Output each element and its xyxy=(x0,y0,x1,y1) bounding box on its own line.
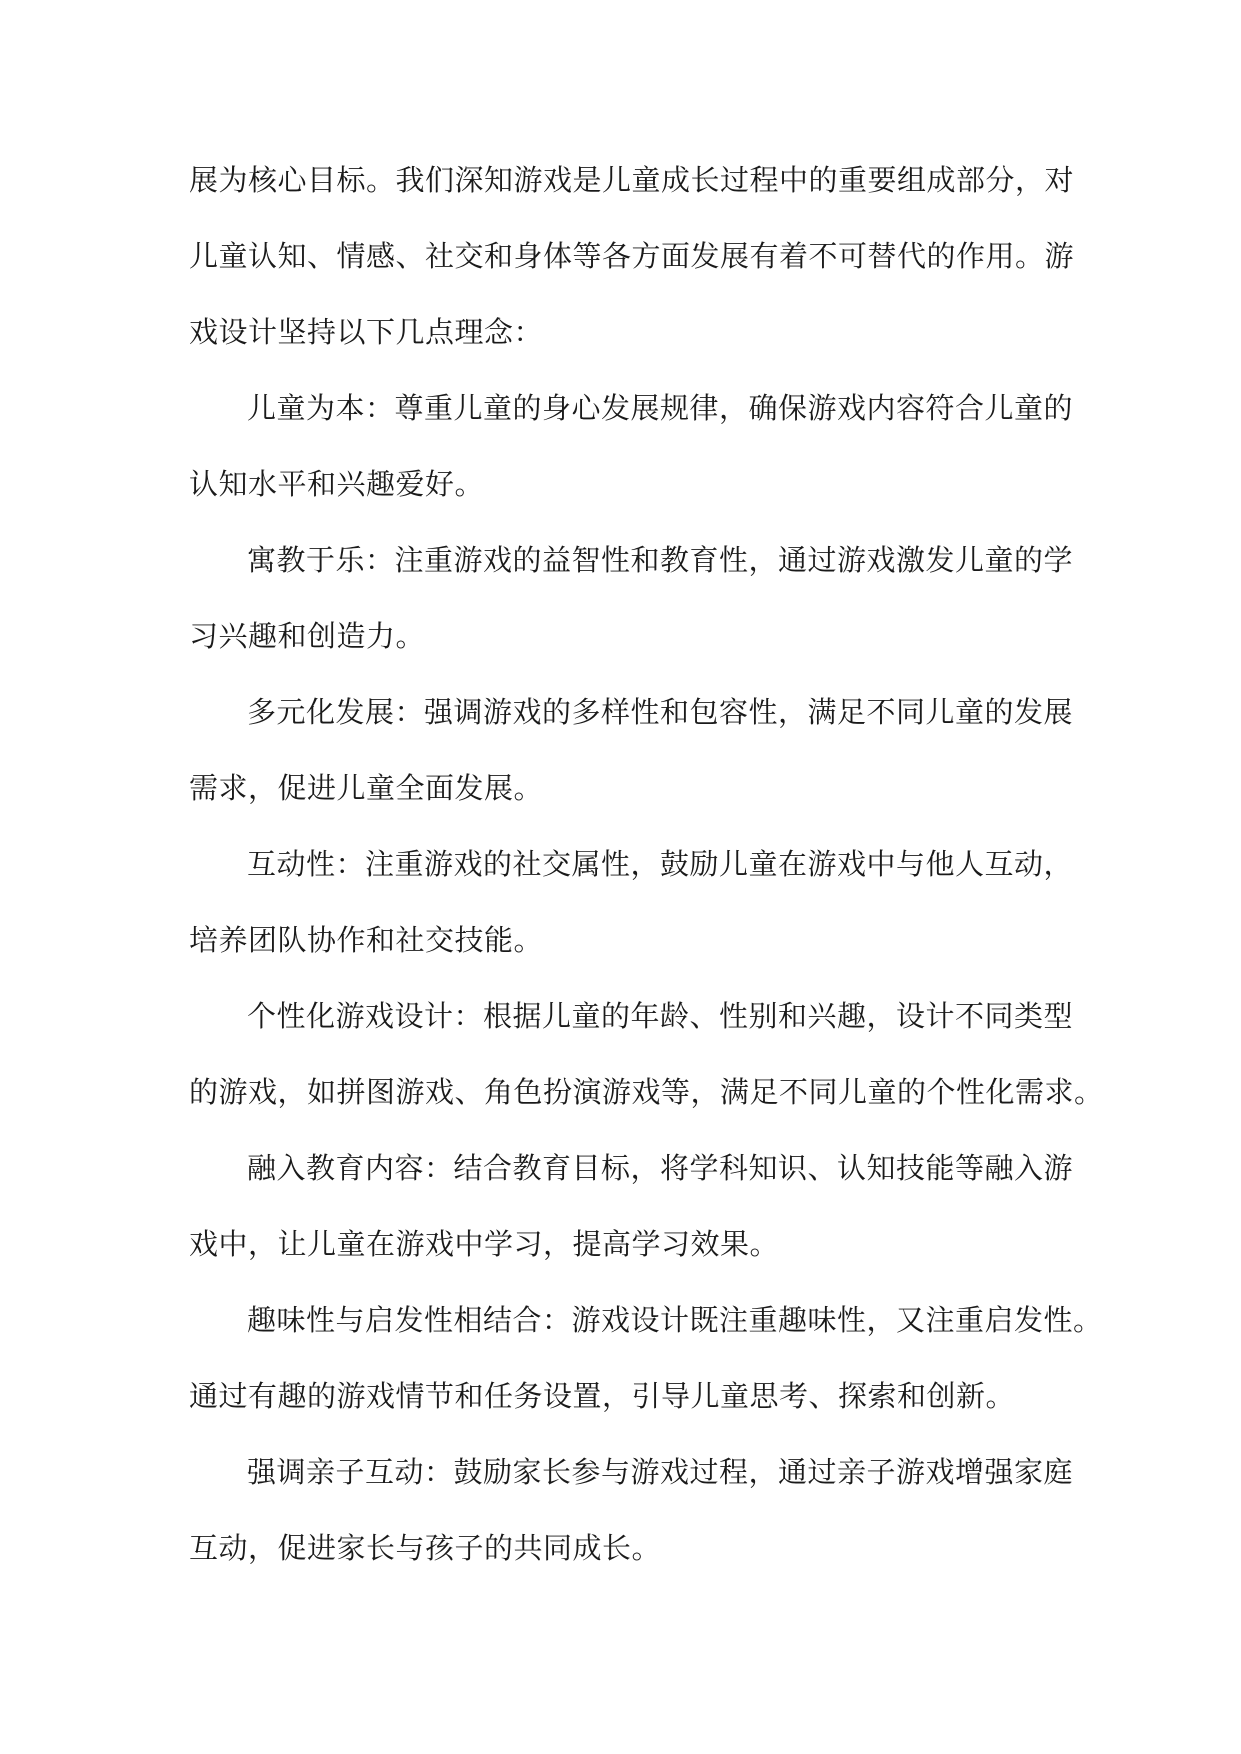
paragraph-line: 儿童为本：尊重儿童的身心发展规律，确保游戏内容符合儿童的 xyxy=(247,391,1074,425)
paragraph-line: 习兴趣和创造力。 xyxy=(189,619,426,653)
paragraph-line: 寓教于乐：注重游戏的益智性和教育性，通过游戏激发儿童的学 xyxy=(247,543,1074,577)
paragraph-line: 趣味性与启发性相结合：游戏设计既注重趣味性，又注重启发性。 xyxy=(247,1303,1103,1337)
paragraph-line: 互动性：注重游戏的社交属性，鼓励儿童在游戏中与他人互动， xyxy=(247,847,1074,881)
paragraph-line: 戏设计坚持以下几点理念： xyxy=(189,315,544,349)
paragraph-line: 的游戏，如拼图游戏、角色扮演游戏等，满足不同儿童的个性化需求。 xyxy=(189,1075,1104,1109)
paragraph-line: 认知水平和兴趣爱好。 xyxy=(189,467,485,501)
paragraph-line: 融入教育内容：结合教育目标，将学科知识、认知技能等融入游 xyxy=(247,1151,1074,1185)
paragraph-line: 展为核心目标。我们深知游戏是儿童成长过程中的重要组成部分，对 xyxy=(189,163,1075,197)
paragraph-line: 儿童认知、情感、社交和身体等各方面发展有着不可替代的作用。游 xyxy=(189,239,1075,273)
paragraph-line: 互动，促进家长与孩子的共同成长。 xyxy=(189,1531,662,1565)
document-body xyxy=(189,142,1104,1586)
paragraph-line: 强调亲子互动：鼓励家长参与游戏过程，通过亲子游戏增强家庭 xyxy=(247,1455,1074,1489)
paragraph-line: 多元化发展：强调游戏的多样性和包容性，满足不同儿童的发展 xyxy=(247,695,1074,729)
paragraph-line: 个性化游戏设计：根据儿童的年龄、性别和兴趣，设计不同类型 xyxy=(247,999,1074,1033)
paragraph-line: 需求，促进儿童全面发展。 xyxy=(189,771,544,805)
paragraph-line: 通过有趣的游戏情节和任务设置，引导儿童思考、探索和创新。 xyxy=(189,1379,1016,1413)
paragraph-line: 戏中，让儿童在游戏中学习，提高学习效果。 xyxy=(189,1227,780,1261)
paragraph-line: 培养团队协作和社交技能。 xyxy=(189,923,544,957)
